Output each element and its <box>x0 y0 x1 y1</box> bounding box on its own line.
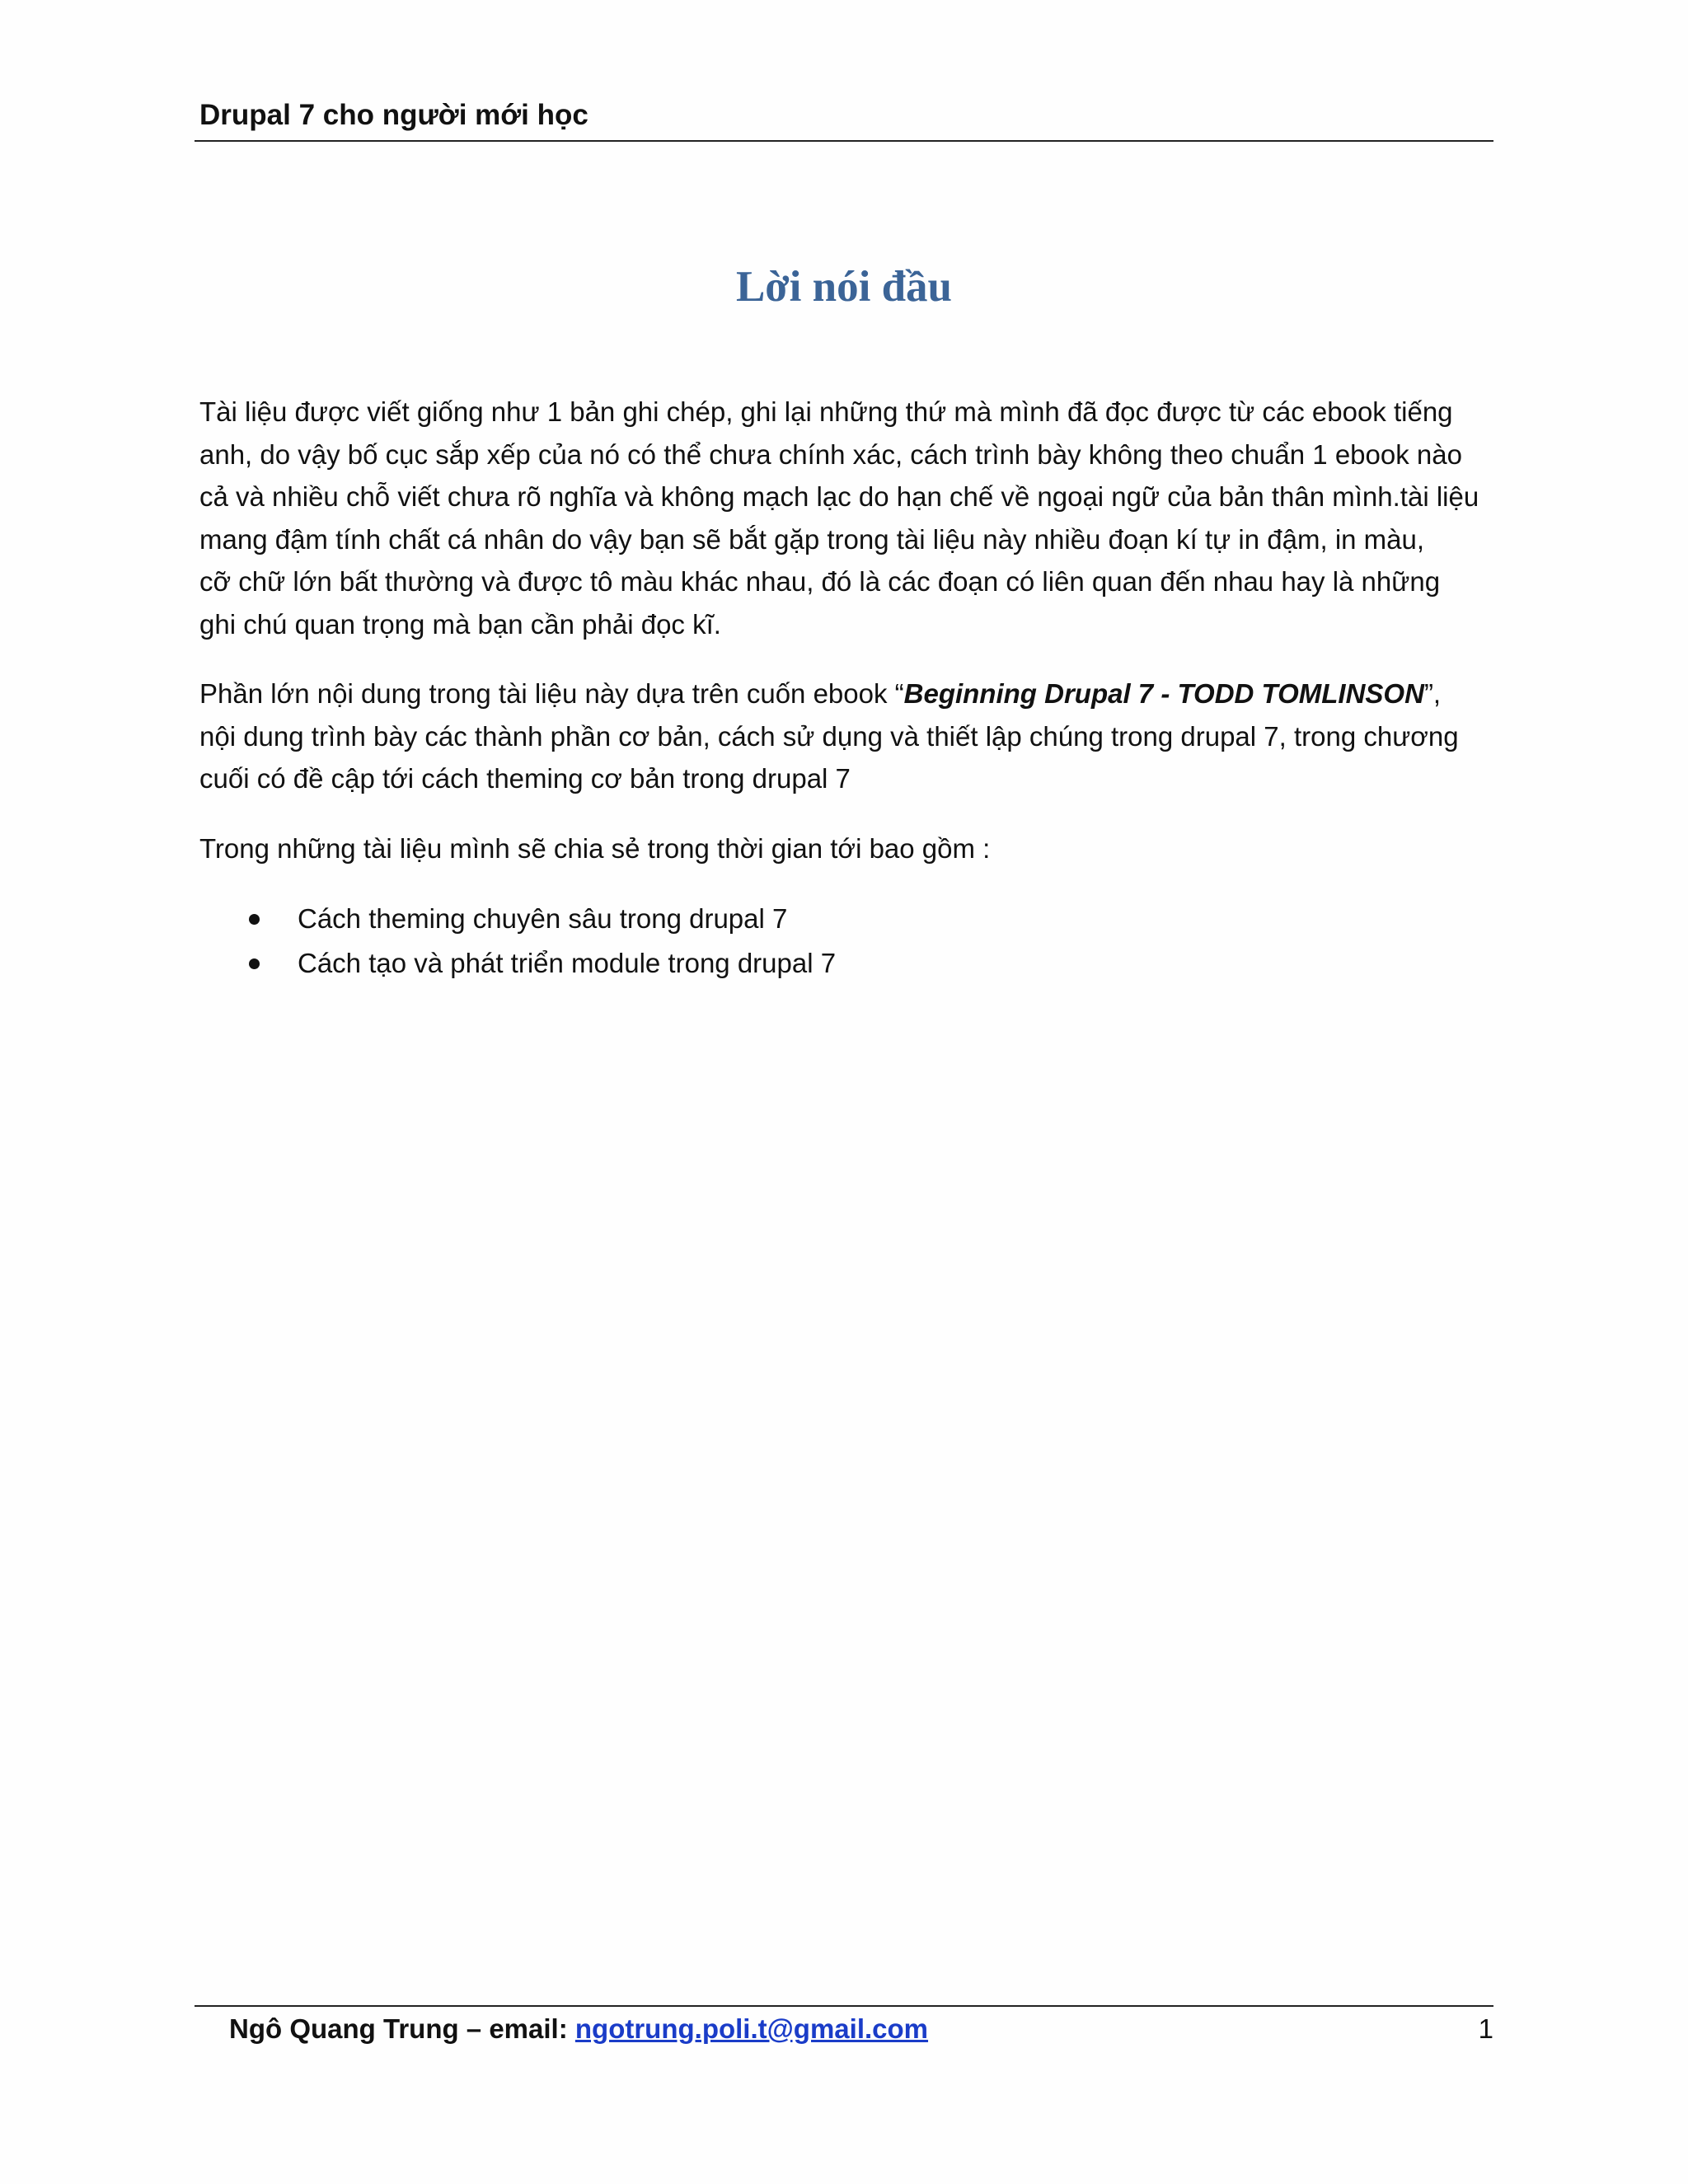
text-line: cỡ chữ lớn bất thường và được tô màu khác nhau, đó là các đoạn có liên quan đến nhau hay là những <box>199 566 1441 597</box>
list-item-label: Cách tạo và phát triển module trong drupal 7 <box>298 948 837 978</box>
text-line: cả và nhiều chỗ viết chưa rõ nghĩa và không mạch lạc do hạn chế về ngoại ngữ của bản thân mình.tài liệu <box>199 481 1479 512</box>
intro-paragraph <box>199 391 1495 645</box>
source-paragraph <box>199 673 1495 800</box>
text-line: nội dung trình bày các thành phần cơ bản, cách sử dụng và thiết lập chúng trong drupal 7, trong chương <box>199 720 1459 752</box>
header-title: Drupal 7 cho người mới học <box>199 99 588 131</box>
text-line: mang đậm tính chất cá nhân do vậy bạn sẽ bắt gặp trong tài liệu này nhiều đoạn kí tự in đậm, in màu, <box>199 523 1425 555</box>
page-number: 1 <box>1478 2013 1493 2044</box>
document-title: Lời nói đầu <box>735 263 953 311</box>
author-label: Ngô Quang Trung – email: <box>229 2013 575 2044</box>
footer-author <box>229 2013 928 2045</box>
text-line: ghi chú quan trọng mà bạn cần phải đọc kĩ. <box>199 608 721 640</box>
text-line <box>199 673 1495 715</box>
list-item-label: Cách theming chuyên sâu trong drupal 7 <box>298 903 788 934</box>
email-link[interactable]: ngotrung.poli.t@gmail.com <box>574 2013 929 2044</box>
page-footer <box>195 2005 1493 2056</box>
book-title: Beginning Drupal 7 - TODD TOMLINSON <box>903 678 1424 709</box>
text-line: anh, do vậy bố cục sắp xếp của nó có thể chưa chính xác, cách trình bày không theo chuẩn 1 ebook nào <box>199 438 1462 470</box>
upcoming-paragraph: Trong những tài liệu mình sẽ chia sẻ trong thời gian tới bao gồm : <box>199 832 991 864</box>
upcoming-list <box>199 897 1495 986</box>
list-item <box>199 897 1495 941</box>
text-line: cuối có đề cập tới cách theming cơ bản trong drupal 7 <box>199 763 851 794</box>
bullet-icon <box>249 914 260 925</box>
text-segment: ”, <box>1423 678 1442 709</box>
text-segment: Phần lớn nội dung trong tài liệu này dựa trên cuốn ebook “ <box>199 678 904 709</box>
text-line: Tài liệu được viết giống như 1 bản ghi chép, ghi lại những thứ mà mình đã đọc được từ các ebook tiếng <box>199 396 1453 427</box>
document-body <box>199 391 1495 986</box>
page-header <box>195 97 1493 142</box>
list-item <box>199 941 1495 986</box>
bullet-icon <box>249 958 260 969</box>
